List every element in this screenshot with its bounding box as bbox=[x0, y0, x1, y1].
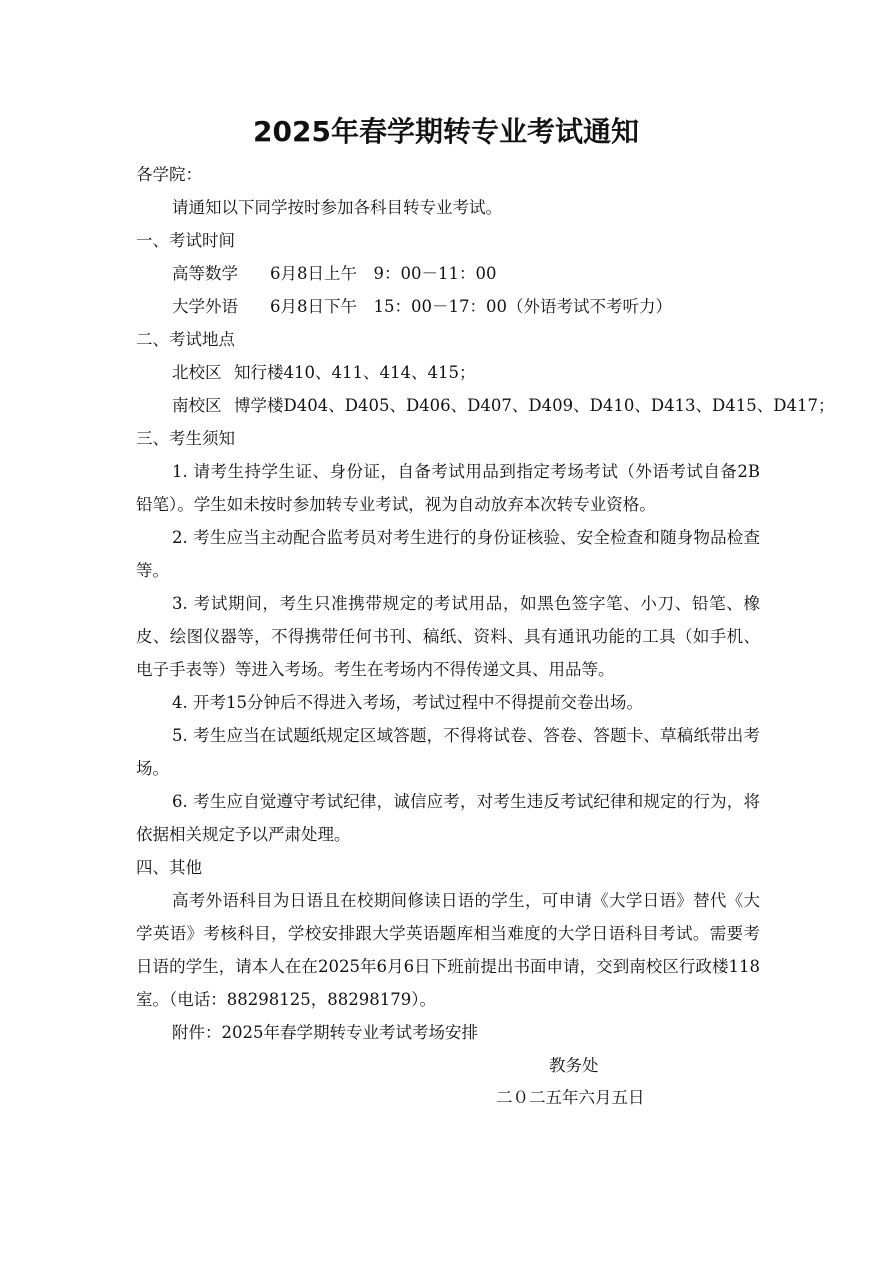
schedule-subject: 大学外语 bbox=[172, 297, 238, 316]
location-row bbox=[136, 389, 835, 422]
salutation: 各学院： bbox=[136, 165, 202, 184]
section-heading-time: 一、考试时间 bbox=[136, 231, 235, 250]
notice-item: 1. 请考生持学生证、身份证，自备考试用品到指定考场考试（外语考试自备2B铅笔）。学生如未按时参加转专业考试，视为自动放弃本次转专业资格。 bbox=[136, 462, 760, 514]
schedule-row bbox=[136, 290, 760, 323]
schedule-time: 6月8日下午 15：00－17：00（外语考试不考听力） bbox=[270, 297, 672, 316]
notice-item: 6. 考生应自觉遵守考试纪律，诚信应考，对考生违反考试纪律和规定的行为，将依据相关规定予以严肃处理。 bbox=[136, 792, 760, 844]
section-heading-other: 四、其他 bbox=[136, 858, 202, 877]
intro-text: 请通知以下同学按时参加各科目转专业考试。 bbox=[172, 198, 502, 217]
issue-date: 二０二五年六月五日 bbox=[496, 1088, 645, 1107]
schedule-row bbox=[136, 257, 760, 290]
other-paragraph: 高考外语科目为日语且在校期间修读日语的学生，可申请《大学日语》替代《大学英语》考核科目，学校安排跟大学英语题库相当难度的大学日语科目考试。需要考日语的学生，请本人在在2025年6月6日下班前提出书面申请，交到南校区行政楼118室。（电话：88298125，88298179）。 bbox=[136, 891, 760, 1009]
notice-item: 5. 考生应当在试题纸规定区域答题，不得将试卷、答卷、答题卡、草稿纸带出考场。 bbox=[136, 726, 760, 778]
notice-item: 2. 考生应当主动配合监考员对考生进行的身份证核验、安全检查和随身物品检查等。 bbox=[136, 528, 760, 580]
schedule-time: 6月8日上午 9：00－11：00 bbox=[270, 264, 497, 283]
department-name: 教务处 bbox=[549, 1056, 599, 1075]
document-body bbox=[136, 158, 835, 1049]
section-heading-notice: 三、考生须知 bbox=[136, 429, 235, 448]
notice-item: 4. 开考15分钟后不得进入考场，考试过程中不得提前交卷出场。 bbox=[172, 693, 643, 712]
notice-item: 3. 考试期间，考生只准携带规定的考试用品，如黑色签字笔、小刀、铅笔、橡皮、绘图仪器等，不得携带任何书刊、稿纸、资料、具有通讯功能的工具（如手机、电子手表等）等进入考场。考生在考场内不得传递文具、用品等。 bbox=[136, 594, 760, 679]
attachment-line: 附件：2025年春学期转专业考试考场安排 bbox=[172, 1023, 478, 1042]
room-list: 知行楼410、411、414、415； bbox=[234, 363, 476, 382]
schedule-subject: 高等数学 bbox=[172, 264, 238, 283]
campus-name: 北校区 bbox=[172, 363, 222, 382]
campus-name: 南校区 bbox=[172, 396, 222, 415]
section-heading-location: 二、考试地点 bbox=[136, 330, 235, 349]
document-title: 2025年春学期转专业考试通知 bbox=[253, 115, 639, 148]
room-list: 博学楼D404、D405、D406、D407、D409、D410、D413、D415、D417； bbox=[234, 396, 835, 415]
location-row bbox=[136, 356, 760, 389]
